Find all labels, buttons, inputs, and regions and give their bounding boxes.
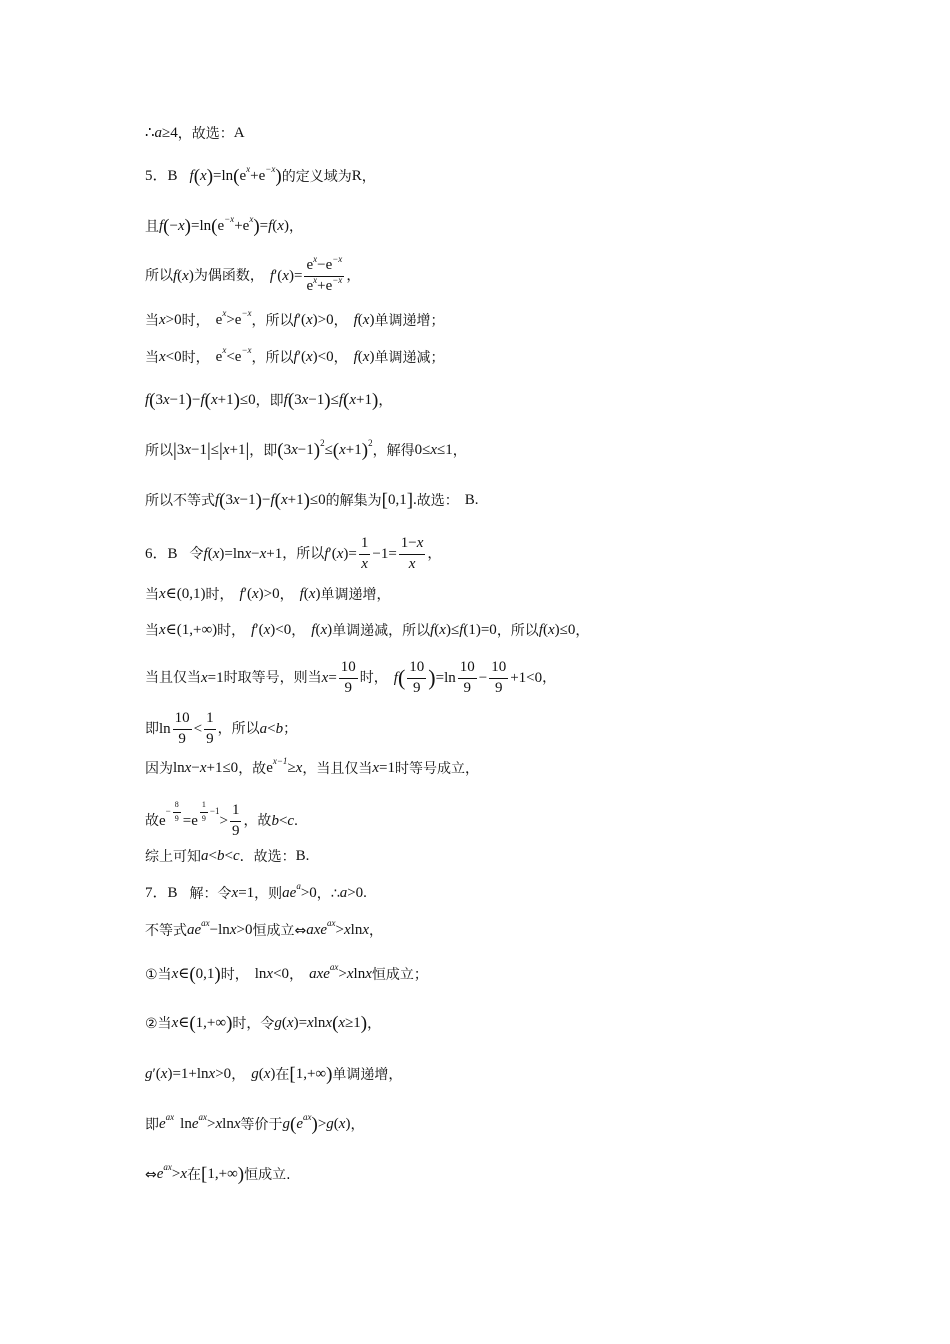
line-19: 不等式 ae ax −ln x >0 恒成立⇔ axe ax > x ln x ， (145, 918, 383, 939)
line-13: 当且仅当 x =1 时取等号，则当 x = $\frac{10}{9}$ 时， f ( $\frac{10}{9}$ ) =ln $\frac{10}{9}$ − $\frac{10}{9}$ +1<0 ， (145, 659, 557, 696)
line-1: ∴ a ≥ 4 ，故选： A (145, 125, 245, 142)
fraction: $\frac{10}{9}$ (491, 659, 507, 696)
fraction: $\frac{e^x-e^{-x}}{e^x+e^{-x}}$ (306, 254, 343, 294)
line-18: 7．B 解：令 x =1 ，则 ae a >0 ，∴ a >0. (145, 881, 367, 902)
line-8: 所以 | 3 x −1 | ≤ | x +1 | ，即 ( 3 x −1 ) 2 ≤ ( x +1 ) 2 ，解得 0≤ x ≤1 ， (145, 438, 467, 461)
line-7: f ( 3 x −1 ) − f ( x +1 ) ≤0 ，即 f ( 3 x −1 ) ≤ f ( x +1 ) ， (145, 390, 393, 411)
fraction: $\frac{1}{9}$ (206, 710, 214, 747)
line-22: g ′( x )=1+ln x >0 ， g ( x ) 在 [ 1,+∞ ) 单调递增， (145, 1064, 403, 1085)
line-14: 即 ln $\frac{10}{9}$ < $\frac{1}{9}$ ，所以 a < b ； (145, 710, 298, 747)
line-11: 当 x ∈(0,1) 时， f ′( x )>0 ， f ( x ) 单调递增， (145, 586, 391, 603)
line-2: 5．B f ( x ) = ln ( e x + e −x ) 的定义域为 R ， (145, 164, 376, 187)
line-16: 故 e − $\frac{8}{9}$ = e $\frac{1}{9}$ −1 > $\frac{1}{9}$ ，故 b < c . (145, 800, 298, 839)
line-5: 当 x >0 时， e x > e −x ，所以 f ′( x )>0 ， f ( x ) 单调递增； (145, 308, 445, 329)
line-4: 所以 f ( x ) 为偶函数， f ′( x ) = $\frac{e^x-e^{-x}}{e^x+e^{-x}}$ ， (145, 254, 361, 294)
fraction: $\frac{10}{9}$ (409, 659, 425, 696)
line-24: ⇔ e ax > x 在 [ 1,+∞ ) 恒成立. (145, 1162, 291, 1185)
fraction: $\frac{1}{x}$ (360, 535, 369, 572)
line-12: 当 x ∈(1,+∞) 时， f ′( x )<0 ， f ( x ) 单调递减，所以 f ( x )≤ f (1)=0 ，所以 f ( x )≤0 ， (145, 622, 590, 639)
line-17: 综上可知 a < b < c ．故选： B. (145, 848, 310, 865)
line-20: ①当 x ∈ ( 0,1 ) 时， ln x <0 ， axe ax > x ln x 恒成立； (145, 962, 428, 985)
fraction: $\frac{10}{9}$ (340, 659, 356, 696)
fraction: $\frac{10}{9}$ (459, 659, 475, 696)
line-3: 且 f ( − x ) = ln ( e −x + e x ) = f ( x ) ， (145, 214, 303, 237)
line-23: 即 e ax ln e ax > x ln x 等价于 g ( e ax ) > g ( x ) ， (145, 1112, 365, 1135)
line-9: 所以不等式 f ( 3 x −1 ) − f ( x +1 ) ≤0 的解集为 [ 0,1 ] . 故选： B. (145, 490, 479, 511)
fraction: $\frac{1-x}{x}$ (400, 535, 424, 572)
line-21: ②当 x ∈ ( 1,+∞ ) 时，令 g ( x )= x ln x ( x ≥1 ) ， (145, 1013, 382, 1034)
line-15: 因为 ln x − x +1≤0 ，故 e x−1 ≥ x ，当且仅当 x =1 时等号成立， (145, 756, 479, 777)
fraction: $\frac{10}{9}$ (174, 710, 190, 747)
line-6: 当 x <0 时， e x < e −x ，所以 f ′( x )<0 ， f ( x ) 单调递减； (145, 345, 445, 366)
line-10: 6．B 令 f ( x )=ln x − x +1 ，所以 f ′( x )= $\frac{1}{x}$ −1= $\frac{1-x}{x}$ ， (145, 535, 442, 572)
fraction: $\frac{1}{9}$ (231, 802, 240, 839)
